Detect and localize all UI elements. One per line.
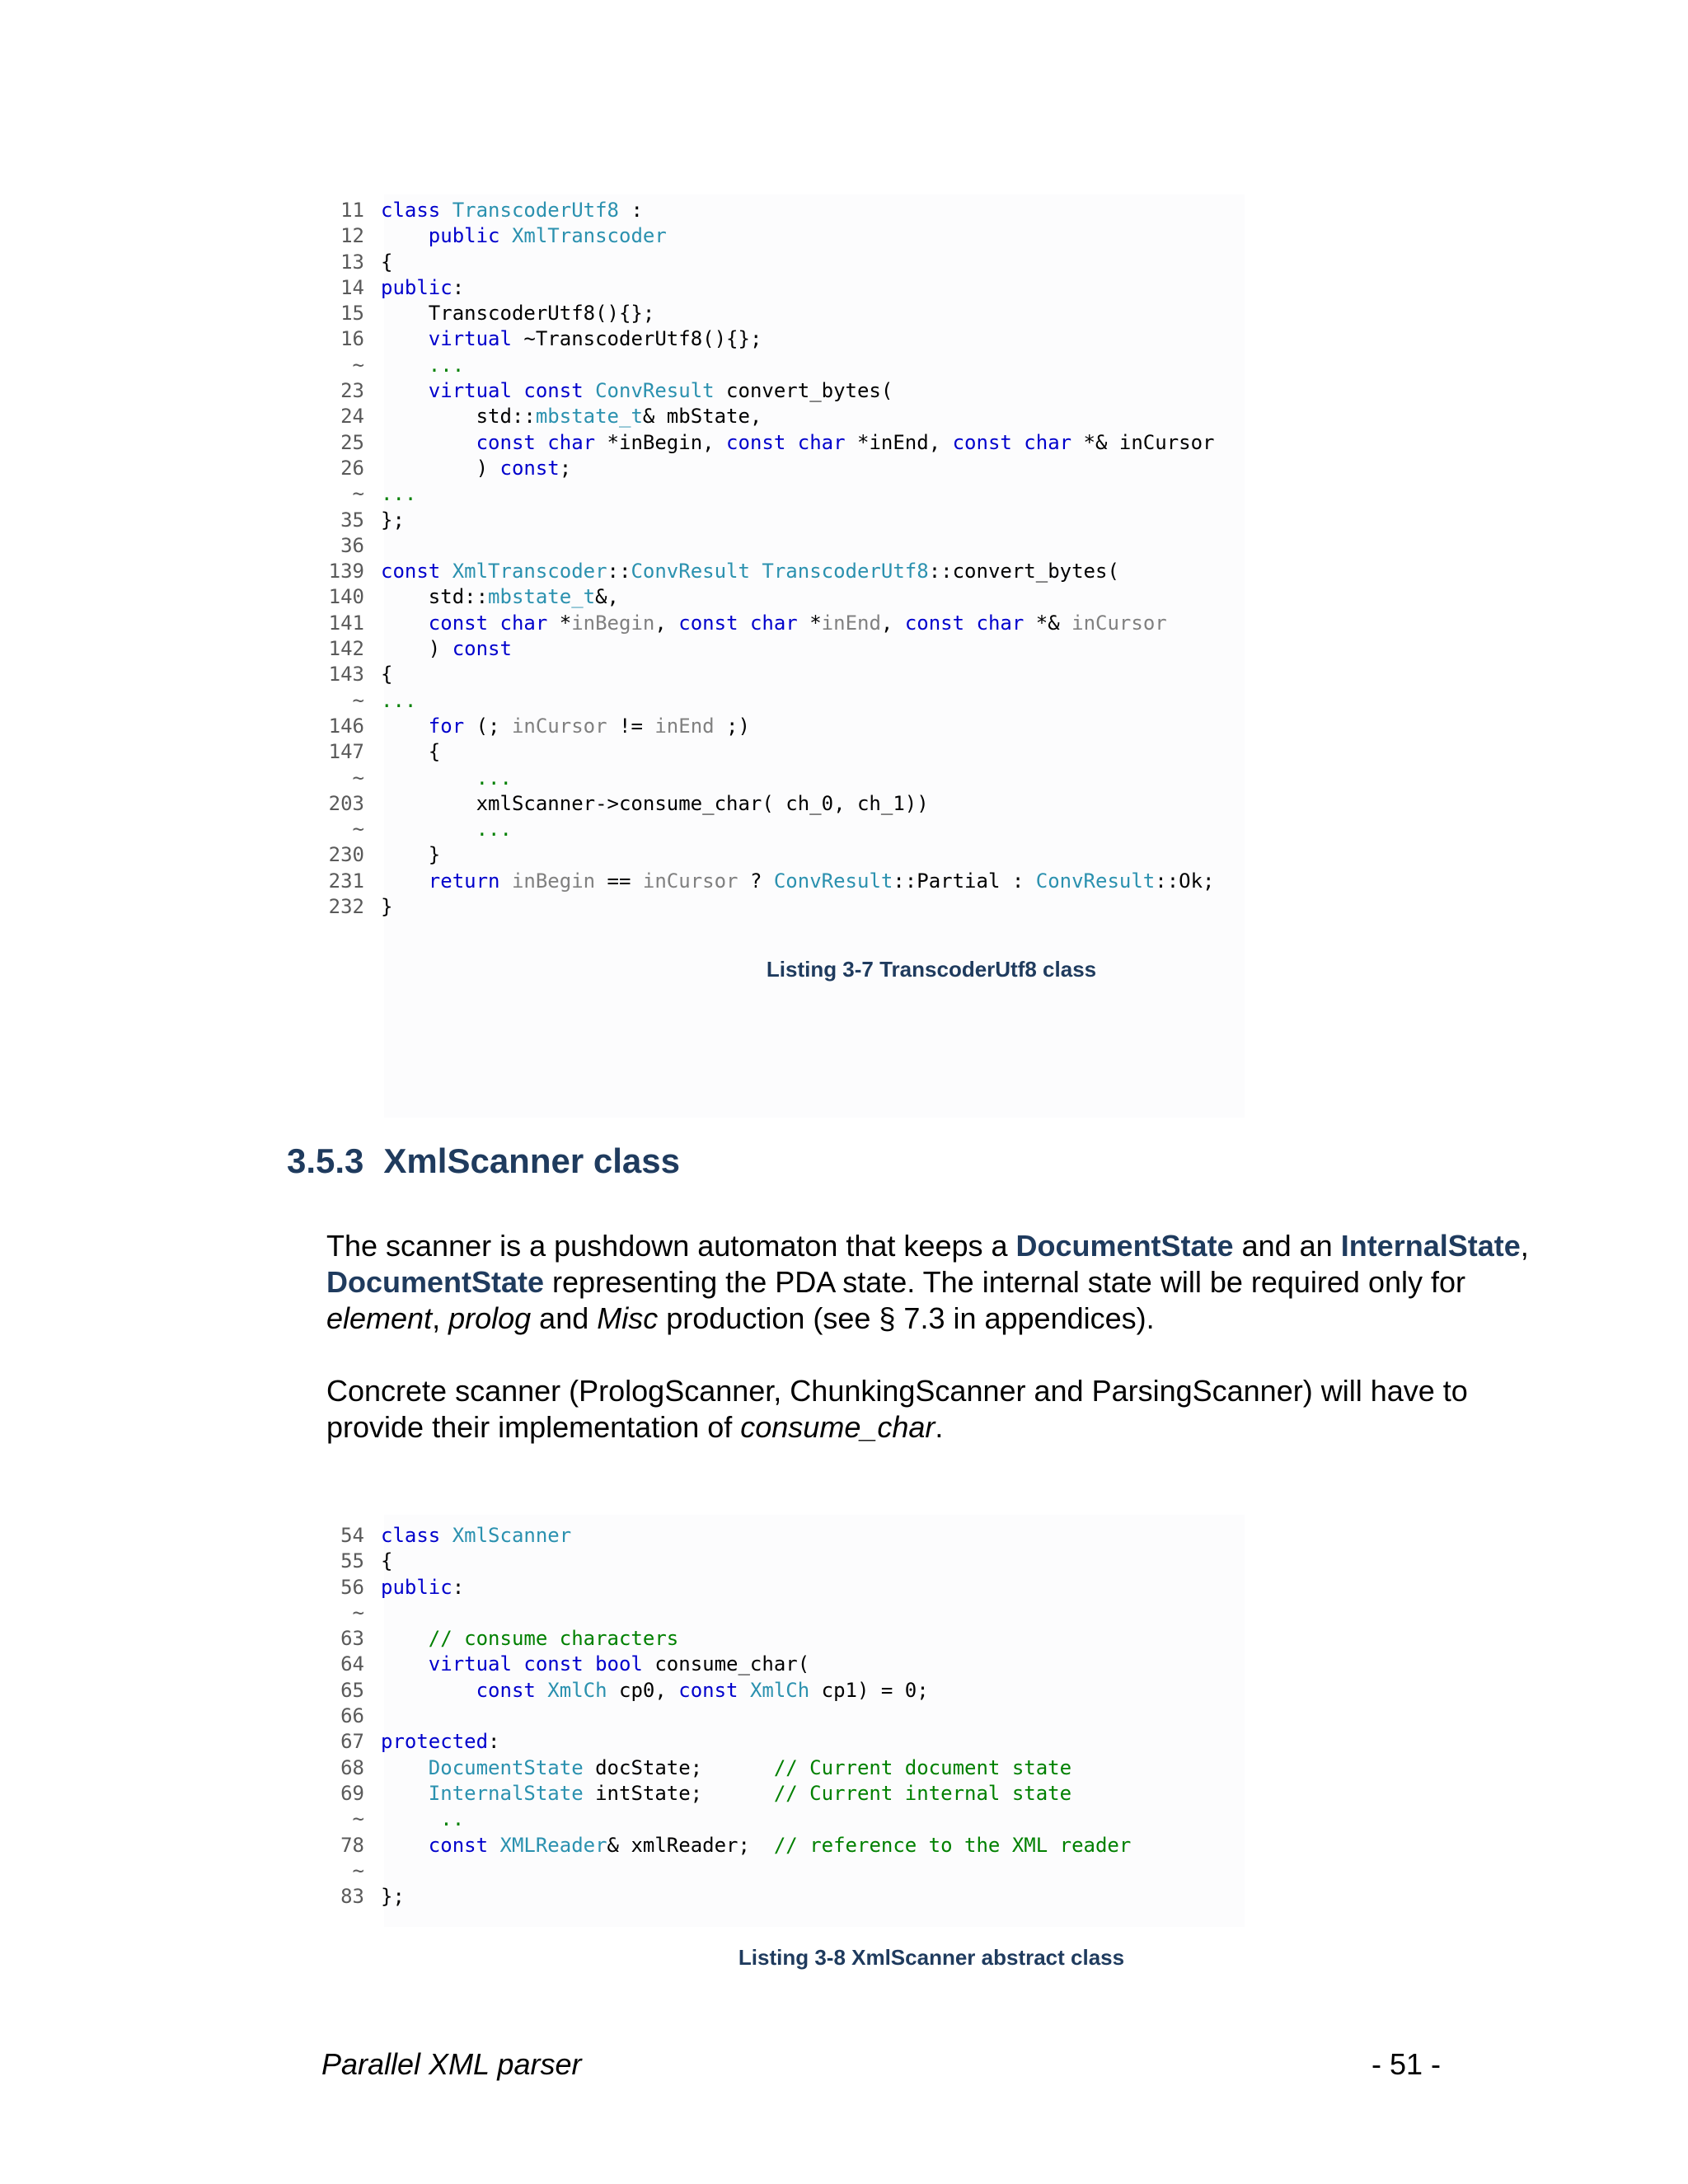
code-text	[381, 1549, 392, 1574]
code-text	[381, 817, 512, 842]
code-token: ?	[738, 869, 774, 893]
code-token	[381, 1834, 429, 1857]
line-number: 54	[340, 1524, 364, 1547]
line-number: 23	[340, 379, 364, 403]
paragraph-scanner-description	[326, 1228, 1530, 1337]
code-token: cp0,	[607, 1678, 679, 1702]
code-token	[381, 431, 476, 454]
code-text	[381, 894, 392, 920]
code-line	[321, 842, 1215, 868]
code-token: };	[381, 1885, 405, 1909]
code-token: const char	[904, 611, 1025, 635]
code-token: ...	[381, 688, 417, 712]
code-token: XmlCh	[547, 1678, 607, 1702]
paragraph-text: and	[531, 1301, 598, 1335]
line-number: 16	[340, 327, 364, 351]
code-line	[321, 1626, 1131, 1652]
line-number: 15	[340, 302, 364, 326]
code-token: :	[619, 199, 643, 222]
code-token: consume_char(	[642, 1652, 810, 1676]
code-text	[381, 1523, 571, 1549]
code-text	[381, 636, 512, 662]
code-text	[381, 611, 1167, 636]
code-token: *	[547, 611, 572, 635]
line-number: 68	[340, 1755, 364, 1779]
code-token: virtual	[428, 327, 512, 351]
code-text	[381, 1575, 464, 1601]
code-token: {	[381, 663, 393, 687]
code-token: intState;	[583, 1781, 774, 1805]
code-token	[381, 766, 476, 790]
code-token: std::	[381, 585, 489, 609]
line-number: 26	[340, 456, 364, 480]
code-line	[321, 791, 1215, 817]
code-token: )	[381, 637, 452, 661]
code-token: {	[381, 1549, 393, 1573]
code-token: public	[428, 224, 512, 248]
line-number: 65	[340, 1678, 364, 1702]
paragraph-text: ,	[1520, 1229, 1529, 1263]
line-number: 63	[340, 1627, 364, 1651]
code-line	[321, 584, 1215, 610]
code-token	[381, 327, 429, 350]
code-token: XmlScanner	[452, 1524, 572, 1547]
code-line	[321, 1755, 1131, 1781]
code-text	[381, 1807, 464, 1832]
code-line	[321, 662, 1215, 687]
code-line	[321, 1781, 1131, 1807]
code-token: virtual const bool	[428, 1652, 643, 1676]
line-number: 146	[328, 714, 364, 738]
code-token: const	[476, 1678, 548, 1702]
code-line	[321, 817, 1215, 842]
line-number: 25	[340, 430, 364, 454]
code-listing-xmlscanner	[321, 1523, 1131, 1910]
code-token	[381, 224, 429, 247]
code-token: ::convert_bytes(	[928, 560, 1119, 583]
code-token: *	[797, 611, 822, 635]
code-token: :	[452, 275, 465, 299]
code-line	[321, 1807, 1131, 1832]
code-token: ...	[428, 353, 465, 377]
code-token: ;)	[714, 714, 750, 738]
code-token: *&	[1024, 611, 1072, 635]
code-text	[381, 869, 1215, 894]
code-text	[381, 301, 654, 326]
code-line	[321, 688, 1215, 714]
code-token: ::	[607, 560, 631, 583]
code-token: const	[452, 637, 512, 661]
code-token: const	[428, 1833, 500, 1857]
code-text	[381, 456, 571, 481]
code-line	[321, 481, 1215, 507]
line-number: 55	[340, 1549, 364, 1573]
code-line	[321, 404, 1215, 429]
code-text	[381, 584, 619, 610]
code-token: TranscoderUtf8	[452, 199, 619, 222]
code-token	[381, 1782, 429, 1805]
code-text	[381, 275, 464, 301]
line-number: 231	[328, 869, 364, 893]
code-token: const	[499, 456, 560, 480]
code-token: XMLReader	[499, 1833, 607, 1857]
code-line	[321, 611, 1215, 636]
code-token: !=	[607, 714, 655, 738]
code-line	[321, 869, 1215, 894]
code-token: *inEnd,	[845, 430, 953, 454]
line-number: ~	[352, 1601, 364, 1624]
code-token: {	[381, 740, 441, 764]
code-token	[381, 715, 429, 738]
code-token: ,	[880, 611, 905, 635]
line-number: 78	[340, 1833, 364, 1857]
code-token: inCursor	[511, 714, 607, 738]
code-token: ...	[476, 766, 512, 790]
code-token: TranscoderUtf8	[762, 560, 929, 583]
paragraph-text: The scanner is a pushdown automaton that keeps a	[326, 1229, 1016, 1263]
line-number: 141	[328, 611, 364, 635]
code-token: )	[381, 456, 500, 480]
code-token: ConvResult	[1035, 869, 1156, 893]
line-number: ~	[352, 766, 364, 790]
code-token: virtual const	[428, 379, 596, 403]
code-token: ..	[440, 1807, 465, 1831]
code-token	[381, 1652, 429, 1675]
code-line	[321, 198, 1215, 223]
code-token	[381, 1807, 440, 1830]
line-number: 35	[340, 508, 364, 532]
code-token: const	[381, 560, 452, 583]
code-token: DocumentState	[428, 1755, 584, 1779]
paragraph-text: Concrete scanner (PrologScanner, ChunkingScanner and ParsingScanner) will have to provide their implementation of	[326, 1374, 1468, 1444]
class-name-emphasis: DocumentState	[326, 1265, 545, 1299]
paragraph-text: .	[935, 1410, 944, 1444]
code-line	[321, 1678, 1131, 1704]
code-token: }	[381, 895, 393, 919]
line-number: 36	[340, 533, 364, 557]
italic-term: consume_char	[740, 1410, 935, 1444]
code-text	[381, 688, 416, 714]
code-text	[381, 430, 1214, 456]
section-number: 3.5.3	[287, 1141, 364, 1180]
code-token: }	[381, 843, 441, 867]
line-number: ~	[352, 482, 364, 506]
code-token: public	[381, 1575, 452, 1599]
line-number: 12	[340, 224, 364, 248]
code-text	[381, 1626, 678, 1652]
code-token: ConvResult	[595, 379, 715, 403]
code-line	[321, 353, 1215, 378]
code-token: XmlCh	[749, 1678, 810, 1702]
code-token: ...	[476, 818, 512, 841]
footer-page-number: - 51 -	[1372, 2047, 1442, 2081]
code-token: :	[488, 1730, 500, 1754]
paragraph-text: ,	[432, 1301, 449, 1335]
code-token: convert_bytes(	[714, 379, 893, 403]
code-token: xmlScanner->consume_char( ch_0, ch_1))	[381, 791, 929, 815]
code-line	[321, 430, 1215, 456]
code-token: protected	[381, 1730, 489, 1754]
code-line	[321, 1884, 1131, 1910]
line-number: ~	[352, 1858, 364, 1882]
line-number: 67	[340, 1730, 364, 1754]
code-line	[321, 378, 1215, 404]
code-token	[381, 818, 476, 841]
code-token: inCursor	[642, 869, 738, 893]
line-number: 24	[340, 405, 364, 429]
code-token	[750, 560, 762, 583]
code-token	[381, 612, 429, 635]
code-line	[321, 1549, 1131, 1574]
code-text	[381, 404, 762, 429]
code-token: {	[381, 250, 393, 274]
line-number: 13	[340, 250, 364, 274]
code-line	[321, 894, 1215, 920]
code-token	[381, 1679, 476, 1702]
code-text	[381, 766, 512, 791]
code-line	[321, 739, 1215, 765]
code-line	[321, 326, 1215, 352]
code-token	[381, 1627, 429, 1650]
code-line	[321, 508, 1215, 533]
code-text	[381, 1884, 405, 1910]
code-line	[321, 250, 1215, 275]
code-listing-transcoder	[321, 198, 1215, 920]
code-token: const	[678, 1678, 750, 1702]
code-text	[381, 1729, 500, 1755]
code-line	[321, 456, 1215, 481]
code-text	[381, 842, 440, 868]
line-number: 203	[328, 791, 364, 815]
code-token: ConvResult	[631, 560, 750, 583]
code-text	[381, 508, 405, 533]
code-token: const char	[952, 430, 1072, 454]
line-number: 142	[328, 637, 364, 661]
code-line	[321, 714, 1215, 739]
italic-term: element	[326, 1301, 433, 1335]
line-number: 56	[340, 1575, 364, 1599]
code-token: ::Partial :	[893, 869, 1036, 893]
code-token: XmlTranscoder	[452, 560, 607, 583]
line-number: 64	[340, 1652, 364, 1676]
code-token: // consume characters	[428, 1627, 679, 1651]
code-line	[321, 275, 1215, 301]
code-text	[381, 559, 1119, 584]
class-name-emphasis: InternalState	[1340, 1229, 1521, 1263]
code-token: mbstate_t	[488, 585, 596, 609]
code-token: ,	[654, 611, 679, 635]
code-text	[381, 791, 929, 817]
code-line	[321, 1858, 1131, 1884]
code-token	[381, 1756, 429, 1779]
code-text	[381, 714, 750, 739]
code-line	[321, 1729, 1131, 1755]
code-token: docState;	[583, 1755, 774, 1779]
code-line	[321, 1523, 1131, 1549]
code-token: & mbState,	[642, 405, 762, 429]
code-line	[321, 1833, 1131, 1858]
code-line	[321, 636, 1215, 662]
code-token	[381, 354, 429, 377]
code-token: const char	[476, 430, 596, 454]
line-number: 69	[340, 1781, 364, 1805]
code-token: inCursor	[1071, 611, 1167, 635]
code-token: class	[381, 1524, 452, 1547]
code-token: XmlTranscoder	[511, 224, 667, 248]
code-token: std::	[381, 405, 536, 429]
code-token: ::Ok;	[1155, 869, 1215, 893]
code-token: const char	[428, 611, 548, 635]
line-number: 14	[340, 275, 364, 299]
paragraph-concrete-scanners	[326, 1373, 1530, 1446]
section-heading	[287, 1141, 680, 1181]
code-line	[321, 766, 1215, 791]
line-number: ~	[352, 688, 364, 712]
code-text	[381, 1755, 1071, 1781]
code-token: const char	[678, 611, 798, 635]
code-text	[381, 1678, 929, 1704]
code-line	[321, 1704, 1131, 1729]
listing-caption-3-8: Listing 3-8 XmlScanner abstract class	[738, 1945, 1125, 1970]
code-text	[381, 198, 643, 223]
code-token: InternalState	[428, 1781, 584, 1805]
line-number: 232	[328, 895, 364, 919]
code-line	[321, 223, 1215, 249]
paragraph-text: and an	[1233, 1229, 1341, 1263]
code-token: class	[381, 199, 452, 222]
line-number: 66	[340, 1704, 364, 1728]
code-line	[321, 559, 1215, 584]
code-text	[381, 250, 392, 275]
code-token: ~TranscoderUtf8(){};	[511, 327, 762, 351]
footer-document-title: Parallel XML parser	[321, 2047, 582, 2081]
code-token: ...	[381, 482, 417, 506]
code-line	[321, 1575, 1131, 1601]
code-token: // Current document state	[773, 1755, 1072, 1779]
code-text	[381, 1781, 1071, 1807]
code-token: for	[428, 714, 465, 738]
code-line	[321, 1601, 1131, 1626]
code-token: // reference to the XML reader	[773, 1833, 1132, 1857]
line-number: ~	[352, 1807, 364, 1831]
code-token: *& inCursor	[1071, 430, 1215, 454]
code-token: *inBegin,	[595, 430, 727, 454]
paragraph-text: production (see § 7.3 in appendices).	[658, 1301, 1155, 1335]
code-token: // Current internal state	[773, 1781, 1072, 1805]
italic-term: Misc	[597, 1301, 659, 1335]
code-text	[381, 662, 392, 687]
code-token: ;	[559, 456, 572, 480]
code-token: return	[428, 869, 512, 893]
code-text	[381, 223, 667, 249]
code-token: (;	[464, 714, 512, 738]
code-token	[381, 379, 429, 402]
line-number: 139	[328, 560, 364, 583]
code-token: &,	[595, 585, 619, 609]
line-number: 143	[328, 663, 364, 687]
section-title: XmlScanner class	[383, 1141, 680, 1180]
italic-term: prolog	[448, 1301, 532, 1335]
code-token: inBegin	[511, 869, 596, 893]
code-token: inBegin	[571, 611, 655, 635]
line-number: 140	[328, 585, 364, 609]
code-token: mbstate_t	[535, 405, 643, 429]
code-text	[381, 353, 464, 378]
line-number: ~	[352, 818, 364, 841]
code-token: cp1) = 0;	[809, 1678, 929, 1702]
code-token	[381, 869, 429, 893]
code-token: :	[452, 1575, 465, 1599]
class-name-emphasis: DocumentState	[1015, 1229, 1234, 1263]
code-text	[381, 481, 416, 507]
code-text	[381, 1833, 1131, 1858]
line-number: 147	[328, 740, 364, 764]
code-text	[381, 378, 893, 404]
code-token: };	[381, 508, 405, 532]
code-text	[381, 326, 762, 352]
code-line	[321, 1652, 1131, 1677]
code-token: const char	[726, 430, 846, 454]
code-text	[381, 739, 440, 765]
line-number: ~	[352, 353, 364, 377]
listing-caption-3-7: Listing 3-7 TranscoderUtf8 class	[766, 957, 1097, 982]
line-number: 230	[328, 843, 364, 867]
code-text	[381, 1652, 809, 1677]
code-token: ==	[595, 869, 643, 893]
code-token: inEnd	[821, 611, 881, 635]
code-token: & xmlReader;	[607, 1833, 774, 1857]
code-line	[321, 533, 1215, 559]
line-number: 11	[340, 199, 364, 222]
code-token: ConvResult	[773, 869, 893, 893]
paragraph-text: representing the PDA state. The internal state will be required only for	[544, 1265, 1465, 1299]
code-token: TranscoderUtf8(){};	[381, 302, 655, 326]
line-number: 83	[340, 1885, 364, 1909]
code-token: inEnd	[654, 714, 715, 738]
code-token: public	[381, 275, 452, 299]
code-line	[321, 301, 1215, 326]
